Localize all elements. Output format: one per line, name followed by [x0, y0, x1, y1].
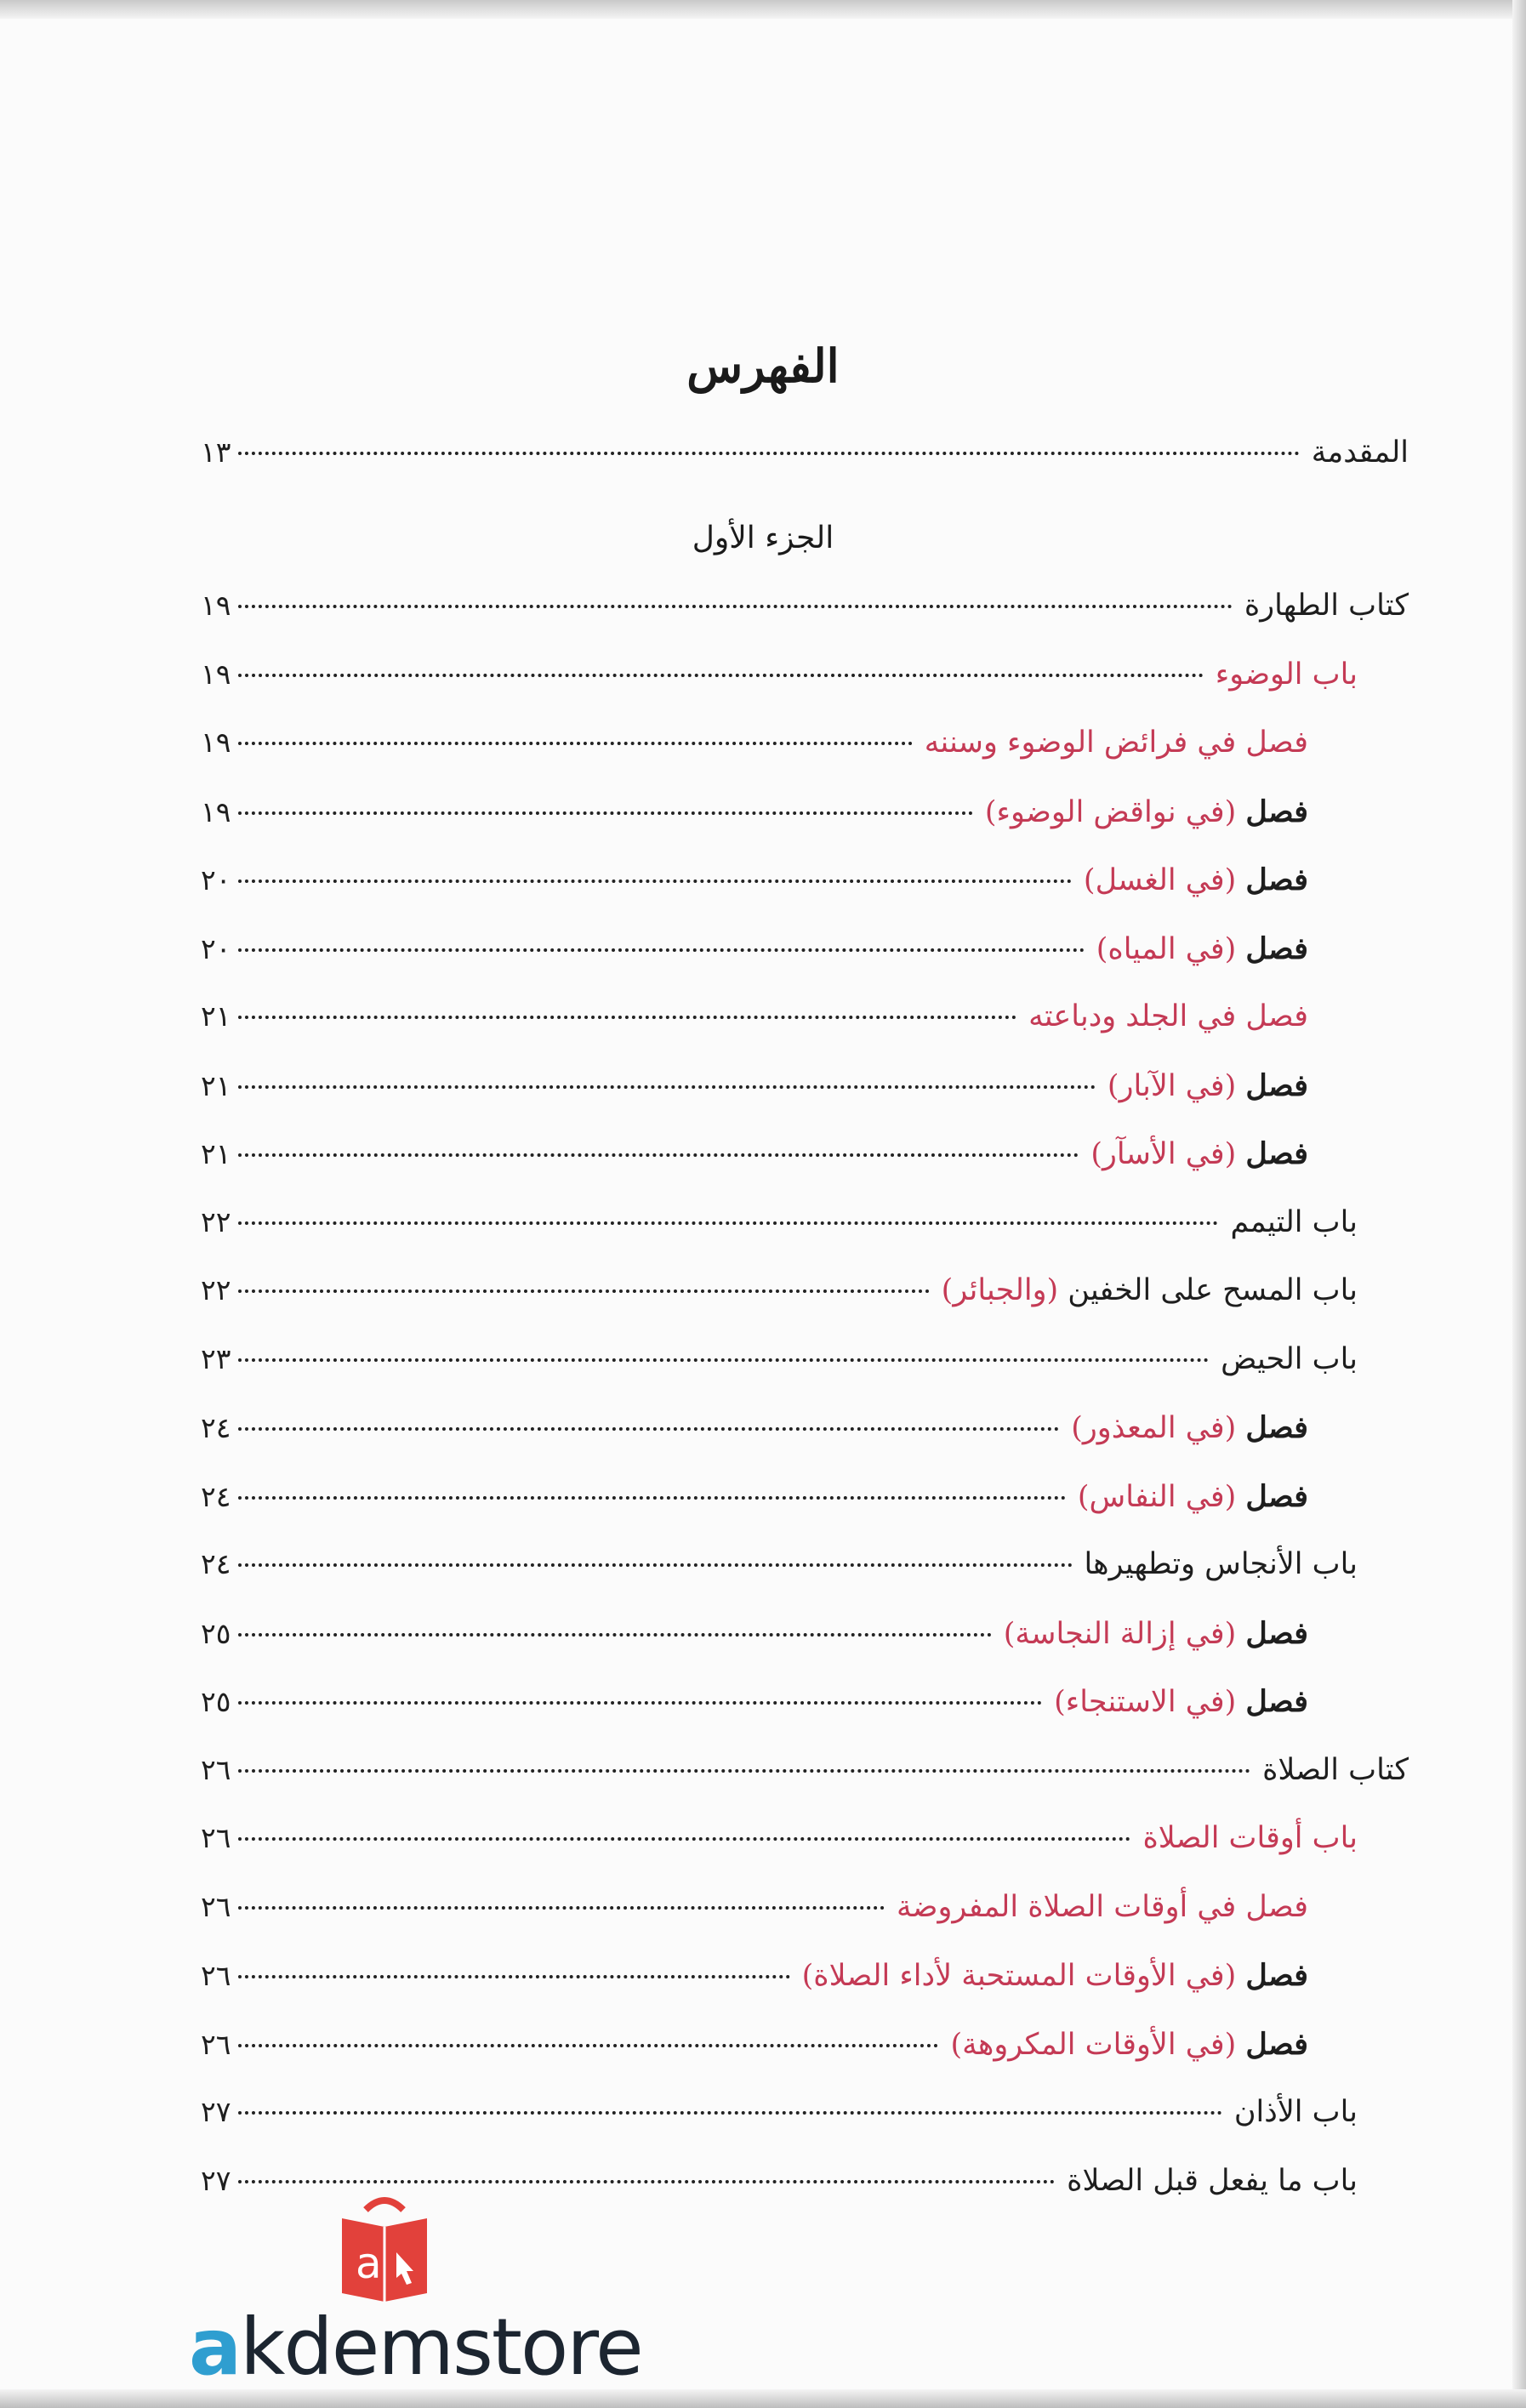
toc-page-number: ٢٧	[201, 2095, 231, 2128]
toc-entry-prefix: باب الحيض	[1221, 1341, 1358, 1376]
dot-leader	[238, 1221, 1218, 1225]
toc-page-number: ٢٦	[201, 1821, 231, 1854]
toc-row	[201, 1753, 1409, 1804]
toc-entry-title: (في نواقض الوضوء)	[984, 794, 1237, 829]
toc-row	[201, 931, 1308, 982]
toc-entry-title: (في الأوقات المستحبة لأداء الصلاة)	[801, 1959, 1237, 1993]
toc-entry-prefix: فصل	[1245, 794, 1308, 829]
toc-row	[201, 1547, 1358, 1598]
toc-entry-title: (في إزالة النجاسة)	[1003, 1616, 1237, 1651]
toc-row	[201, 1068, 1308, 1119]
toc-entry-title: (والجبائر)	[941, 1273, 1059, 1307]
dot-leader	[238, 1085, 1096, 1089]
toc-page-number: ٢٠	[201, 931, 231, 965]
dot-leader	[238, 1427, 1059, 1431]
toc-row	[201, 1890, 1308, 1941]
toc-page-number: ٢٧	[201, 2163, 231, 2197]
toc-entry-label	[1020, 999, 1308, 1033]
toc-entry-label	[995, 1616, 1308, 1651]
toc-entry-label	[1099, 1068, 1308, 1103]
toc-entry-label	[1069, 1479, 1308, 1514]
dot-leader	[238, 1016, 1016, 1019]
toc-entry-label	[916, 726, 1308, 760]
toc-row	[201, 2095, 1358, 2146]
toc-page-number: ٢٦	[201, 1959, 231, 1992]
toc-entry-label	[794, 1958, 1308, 1993]
store-logo	[189, 2193, 642, 2393]
dot-leader	[238, 1563, 1073, 1567]
toc-row	[201, 1479, 1308, 1530]
toc-entry-label	[977, 794, 1308, 829]
dot-leader	[238, 2111, 1222, 2115]
toc-entry-prefix: فصل	[1245, 2026, 1308, 2062]
toc-page-number: ٢١	[201, 1137, 231, 1170]
toc-page-number: ٢٦	[201, 1752, 231, 1786]
toc-entry-label	[1045, 1684, 1308, 1719]
toc-entry-label	[1254, 1753, 1409, 1787]
toc-entry-title: فصل في الجلد ودباعته	[1028, 999, 1308, 1033]
toc-page-number: ٢٥	[201, 1685, 231, 1718]
toc-entry-label	[1076, 1547, 1358, 1581]
dot-leader	[238, 1906, 885, 1910]
toc-row	[201, 1342, 1358, 1393]
toc-page-number: ٢١	[201, 999, 231, 1033]
dot-leader	[238, 605, 1233, 608]
toc-entry-label	[1221, 1205, 1358, 1239]
toc-row	[201, 1684, 1308, 1735]
toc-entry-prefix: باب ما يفعل قبل الصلاة	[1067, 2163, 1358, 2198]
toc-entry-prefix: كتاب الطهارة	[1244, 589, 1409, 623]
toc-entry-label	[1226, 2095, 1358, 2129]
toc-page-number: ١٣	[201, 435, 231, 469]
toc-entry-prefix: كتاب الصلاة	[1262, 1752, 1409, 1787]
dot-leader	[238, 1975, 790, 1978]
toc-entry-title: (في المعذور)	[1071, 1411, 1237, 1445]
toc-entry-label	[888, 1890, 1308, 1924]
toc-entry-title: فصل في فرائض الوضوء وسننه	[924, 726, 1308, 760]
toc-page-number: ١٩	[201, 726, 231, 759]
toc-page-number: ١٩	[201, 589, 231, 622]
toc-row	[201, 1205, 1358, 1256]
dot-leader	[238, 1496, 1066, 1500]
toc-page-number: ٢٤	[201, 1479, 231, 1513]
toc-entry-label	[1088, 931, 1308, 966]
toc-entry-title: فصل في أوقات الصلاة المفروضة	[897, 1889, 1308, 1924]
toc-page-number: ٢٢	[201, 1204, 231, 1238]
toc-entry-label	[1075, 862, 1308, 897]
toc-entry-prefix: باب التيمم	[1230, 1204, 1358, 1239]
page-title: الفهرس	[686, 339, 840, 393]
dot-leader	[238, 1153, 1079, 1157]
toc-row	[201, 1136, 1308, 1187]
dot-leader	[238, 2044, 938, 2047]
toc-entry-label	[1207, 658, 1358, 692]
toc-entry-prefix: فصل	[1245, 1478, 1308, 1514]
dot-leader	[238, 674, 1204, 677]
toc-row	[201, 1410, 1308, 1461]
part-heading: الجزء الأول	[692, 521, 834, 555]
toc-row	[201, 658, 1358, 709]
toc-page-number: ٢١	[201, 1068, 231, 1102]
dot-leader	[238, 1837, 1130, 1841]
toc-page-number: ٢٤	[201, 1411, 231, 1444]
toc-entry-title: (في المياه)	[1096, 931, 1237, 966]
toc-row	[201, 999, 1308, 1050]
toc-page-number: ٢٢	[201, 1273, 231, 1306]
toc-page-number: ٢٦	[201, 2027, 231, 2061]
toc-page-number: ١٩	[201, 794, 231, 828]
toc-entry-title: (في الأسآر)	[1090, 1137, 1237, 1171]
toc-row	[201, 589, 1409, 640]
toc-row	[201, 2027, 1308, 2078]
toc-page-number: ١٩	[201, 657, 231, 691]
toc-entry-title: (في الأوقات المكروهة)	[950, 2027, 1237, 2062]
dot-leader	[238, 1633, 992, 1637]
toc-row	[201, 794, 1308, 845]
toc-row	[201, 1616, 1308, 1667]
logo-wordmark: akdemstore	[189, 2302, 642, 2393]
toc-page-number: ٢٦	[201, 1889, 231, 1923]
toc-entry-label	[933, 1273, 1358, 1307]
toc-entry-prefix: فصل	[1245, 1067, 1308, 1103]
scan-top-edge	[0, 0, 1526, 19]
toc-entry-prefix: فصل	[1245, 931, 1308, 966]
dot-leader	[238, 1701, 1042, 1705]
toc-entry-title: باب الوضوء	[1215, 657, 1358, 692]
dot-leader	[238, 1358, 1209, 1362]
book-bag-icon	[189, 2193, 631, 2303]
toc-entry-label: المقدمة	[1311, 435, 1409, 470]
toc-entry-title: (في النفاس)	[1077, 1479, 1237, 1514]
dot-leader	[238, 948, 1085, 952]
toc-entry-prefix: فصل	[1245, 1615, 1308, 1651]
toc-entry-label	[1062, 1410, 1308, 1445]
toc-row	[201, 726, 1308, 777]
toc-page-number: ٢٤	[201, 1547, 231, 1580]
toc-entry-prefix: فصل	[1245, 1684, 1308, 1719]
toc-entry-prefix: باب الأذان	[1233, 2095, 1358, 2129]
toc-entry-prefix: فصل	[1245, 862, 1308, 897]
toc-entry-prefix: باب المسح على الخفين	[1068, 1273, 1358, 1307]
toc-row	[201, 1273, 1358, 1324]
logo-letter: a	[356, 2239, 382, 2288]
toc-entry-prefix: فصل	[1245, 1136, 1308, 1171]
toc-entry-label	[942, 2027, 1308, 2062]
dot-leader	[238, 880, 1072, 883]
dot-leader	[238, 742, 913, 745]
toc-row	[201, 862, 1308, 914]
toc-row-intro	[201, 435, 1409, 487]
toc-entry-title: (في الاستنجاء)	[1054, 1685, 1237, 1719]
toc-entry-prefix: فصل	[1245, 1410, 1308, 1445]
toc-entry-title: (في الآبار)	[1107, 1068, 1237, 1103]
toc-entry-label	[1212, 1342, 1358, 1376]
toc-entry-label	[1082, 1136, 1308, 1171]
dot-leader	[238, 452, 1300, 455]
toc-entry-title: باب أوقات الصلاة	[1142, 1821, 1358, 1855]
toc-entry-prefix: فصل	[1245, 1958, 1308, 1993]
dot-leader	[238, 811, 973, 815]
toc-page-number: ٢٠	[201, 863, 231, 897]
dot-leader	[238, 1769, 1250, 1773]
toc-page-number: ٢٥	[201, 1616, 231, 1650]
toc-entry-title: (في الغسل)	[1083, 863, 1237, 897]
toc-entry-label	[1134, 1821, 1358, 1855]
toc-entry-label	[1058, 2164, 1358, 2198]
dot-leader	[238, 1289, 930, 1293]
toc-entry-prefix: باب الأنجاس وتطهيرها	[1084, 1547, 1358, 1581]
toc-entry-label	[1236, 589, 1409, 623]
toc-row	[201, 1821, 1358, 1872]
toc-page-number: ٢٣	[201, 1341, 231, 1375]
dot-leader	[238, 2180, 1055, 2183]
toc-row	[201, 1958, 1308, 2009]
